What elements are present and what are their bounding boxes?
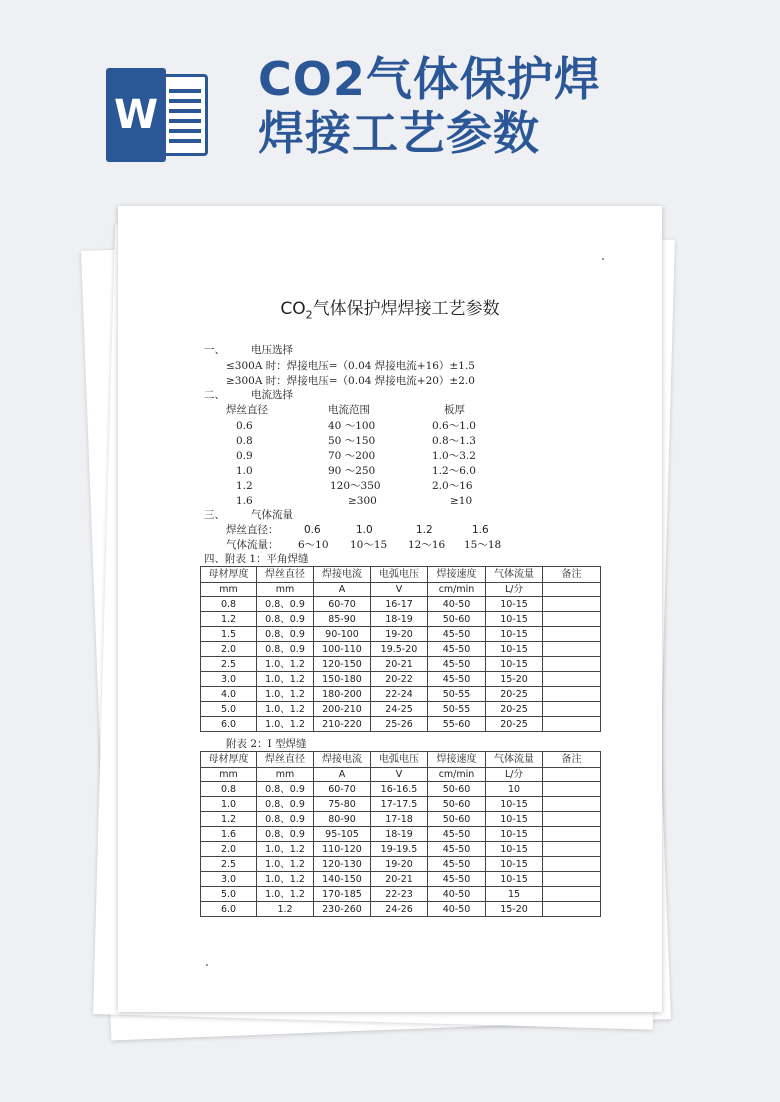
current-row-range: 50 ～150 bbox=[328, 435, 376, 447]
current-row-diameter: 1.6 bbox=[236, 495, 253, 507]
current-row-diameter: 0.8 bbox=[236, 435, 253, 447]
table-row: 5.0 1.0、1.2 200-210 24-25 50-55 20-25 bbox=[201, 702, 601, 717]
table-row: 0.8 0.8、0.9 60-70 16-17 40-50 10-15 bbox=[201, 597, 601, 612]
current-row-thickness: 1.2～6.0 bbox=[432, 465, 476, 477]
table-unit-row: mm mm A V cm/min L/分 bbox=[201, 768, 601, 782]
document-page bbox=[118, 206, 662, 1012]
voltage-rule-2: ≥300A 时：焊接电压=（0.04 焊接电流+20）±2.0 bbox=[226, 375, 475, 387]
table-fillet-weld bbox=[200, 566, 601, 732]
gas-diameter-value: 1.6 bbox=[472, 524, 489, 536]
page-mark bbox=[206, 964, 208, 966]
current-col-thickness: 板厚 bbox=[444, 404, 465, 416]
table-row: 3.0 1.0、1.2 150-180 20-22 45-50 15-20 bbox=[201, 672, 601, 687]
voltage-rule-1: ≤300A 时：焊接电压=（0.04 焊接电流+16）±1.5 bbox=[226, 360, 475, 372]
current-row-thickness: 1.0～3.2 bbox=[432, 450, 476, 462]
current-row-range: ≥300 bbox=[348, 495, 377, 507]
current-row-range: 90 ～250 bbox=[328, 465, 376, 477]
table-row: 4.0 1.0、1.2 180-200 22-24 50-55 20-25 bbox=[201, 687, 601, 702]
table-2-caption: 附表 2：I 型焊缝 bbox=[226, 738, 307, 750]
table-row: 1.2 0.8、0.9 85-90 18-19 50-60 10-15 bbox=[201, 612, 601, 627]
table-row: 1.2 0.8、0.9 80-90 17-18 50-60 10-15 bbox=[201, 812, 601, 827]
section-4-heading: 四、附表 1：平角焊缝 bbox=[204, 553, 309, 565]
table-row: 1.6 0.8、0.9 95-105 18-19 45-50 10-15 bbox=[201, 827, 601, 842]
table-row: 1.0 0.8、0.9 75-80 17-17.5 50-60 10-15 bbox=[201, 797, 601, 812]
gas-flow-value: 6～10 bbox=[298, 539, 329, 551]
table-row: 1.5 0.8、0.9 90-100 19-20 45-50 10-15 bbox=[201, 627, 601, 642]
current-row-thickness: 0.8～1.3 bbox=[432, 435, 476, 447]
table-header-row: 母材厚度 焊丝直径 焊接电流 电弧电压 焊接速度 气体流量 备注 bbox=[201, 567, 601, 583]
section-2-heading: 二、 电流选择 bbox=[204, 389, 293, 401]
current-row-range: 40 ～100 bbox=[328, 420, 376, 432]
table-row: 2.5 1.0、1.2 120-130 19-20 45-50 10-15 bbox=[201, 857, 601, 872]
current-col-range: 电流范围 bbox=[328, 404, 370, 416]
banner-title bbox=[258, 52, 758, 160]
current-row-diameter: 0.6 bbox=[236, 420, 253, 432]
table-row: 6.0 1.2 230-260 24-26 40-50 15-20 bbox=[201, 902, 601, 917]
current-row-range: 120～350 bbox=[330, 480, 381, 492]
gas-flow-value: 15～18 bbox=[464, 539, 502, 551]
table-row: 2.5 1.0、1.2 120-150 20-21 45-50 10-15 bbox=[201, 657, 601, 672]
current-row-range: 70 ～200 bbox=[328, 450, 376, 462]
current-col-diameter: 焊丝直径 bbox=[226, 404, 268, 416]
current-row-diameter: 1.0 bbox=[236, 465, 253, 477]
document-title: $CO_2$气体保护焊焊接工艺参数 bbox=[280, 299, 500, 322]
table-row: 0.8 0.8、0.9 60-70 16-16.5 50-60 10 bbox=[201, 782, 601, 797]
banner-title-line2: 焊接工艺参数 bbox=[258, 106, 540, 160]
table-i-groove-weld bbox=[200, 751, 601, 917]
section-3-heading: 三、 气体流量 bbox=[204, 509, 293, 521]
current-row-thickness: 0.6～1.0 bbox=[432, 420, 476, 432]
gas-diameter-value: 1.0 bbox=[356, 524, 373, 536]
table-row: 3.0 1.0、1.2 140-150 20-21 45-50 10-15 bbox=[201, 872, 601, 887]
table-row: 5.0 1.0、1.2 170-185 22-23 40-50 15 bbox=[201, 887, 601, 902]
table-row: 2.0 1.0、1.2 110-120 19-19.5 45-50 10-15 bbox=[201, 842, 601, 857]
gas-flow-label: 气体流量： bbox=[226, 539, 279, 551]
current-row-diameter: 1.2 bbox=[236, 480, 253, 492]
gas-diameter-value: 1.2 bbox=[416, 524, 433, 536]
current-row-thickness: 2.0～16 bbox=[432, 480, 473, 492]
section-1-heading: 一、 电压选择 bbox=[204, 344, 293, 356]
gas-diameter-value: 0.6 bbox=[304, 524, 321, 536]
banner bbox=[0, 0, 780, 200]
current-row-thickness: ≥10 bbox=[450, 495, 473, 507]
table-row: 6.0 1.0、1.2 210-220 25-26 55-60 20-25 bbox=[201, 717, 601, 732]
word-document-icon bbox=[106, 68, 210, 162]
word-icon-letter: W bbox=[106, 68, 166, 162]
banner-title-line1: CO2气体保护焊 bbox=[258, 52, 601, 106]
table-row: 2.0 0.8、0.9 100-110 19.5-20 45-50 10-15 bbox=[201, 642, 601, 657]
current-row-diameter: 0.9 bbox=[236, 450, 253, 462]
gas-diameter-label: 焊丝直径： bbox=[226, 524, 279, 536]
gas-flow-value: 12～16 bbox=[408, 539, 446, 551]
table-unit-row: mm mm A V cm/min L/分 bbox=[201, 583, 601, 597]
table-header-row: 母材厚度 焊丝直径 焊接电流 电弧电压 焊接速度 气体流量 备注 bbox=[201, 752, 601, 768]
page-mark bbox=[602, 258, 604, 260]
gas-flow-value: 10～15 bbox=[350, 539, 388, 551]
